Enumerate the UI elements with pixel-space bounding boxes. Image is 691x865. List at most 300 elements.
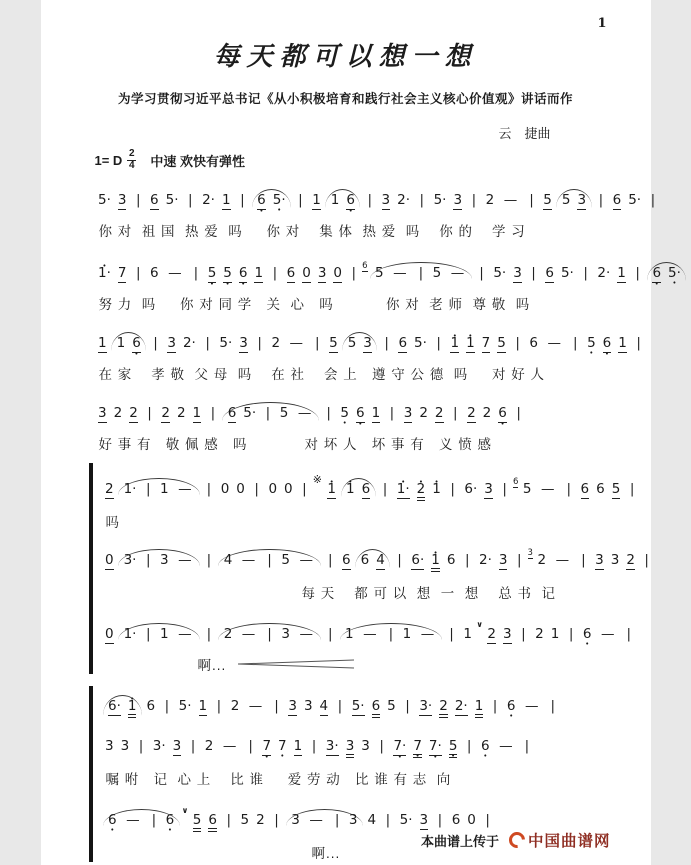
barline: | xyxy=(193,265,199,281)
note: 1 xyxy=(293,738,303,754)
note: 3 xyxy=(498,552,508,568)
barline: | xyxy=(516,405,521,421)
note: 2 xyxy=(419,405,428,421)
voice-row xyxy=(95,323,641,383)
note: 6 • xyxy=(108,813,117,828)
notation-line xyxy=(102,537,649,582)
barline: | xyxy=(568,626,574,642)
note: 4 xyxy=(367,812,377,828)
note: 2 xyxy=(256,812,265,828)
note: 3 xyxy=(403,405,413,421)
note: 3· xyxy=(419,698,433,714)
voice-row-soprano xyxy=(102,686,613,728)
barline: | xyxy=(257,335,262,351)
note: 5 • xyxy=(223,266,232,283)
note: 6 xyxy=(360,552,370,568)
barline: | xyxy=(135,192,141,208)
voice-row xyxy=(95,180,656,240)
note: 0 xyxy=(105,626,114,642)
note: 1 xyxy=(617,265,626,281)
barline: | xyxy=(334,812,340,828)
barline: | xyxy=(254,481,259,497)
slur-arc xyxy=(103,695,142,718)
note: • 1· xyxy=(397,482,410,499)
note: 5 xyxy=(329,335,338,351)
note: 5· xyxy=(560,265,574,281)
note: 1 xyxy=(371,405,381,421)
note: 3 xyxy=(117,192,127,208)
duration-dash: — xyxy=(450,265,465,281)
note: 2 xyxy=(467,405,476,421)
note: 6 xyxy=(398,335,408,351)
barline: | xyxy=(327,552,333,568)
slur-arc xyxy=(222,402,319,423)
grace-note: 3 xyxy=(527,548,533,558)
note: 6 xyxy=(227,405,237,421)
note: 5 xyxy=(375,265,384,281)
note: 5 • xyxy=(449,739,458,758)
barline: | xyxy=(529,192,534,208)
note: • 1 xyxy=(466,336,475,353)
note: 6 • xyxy=(239,266,248,283)
lyrics-line: 嘱 咐 记 心 上 比 谁 爱 劳 动 比 谁 有 志 向 xyxy=(105,772,452,787)
note: 2 xyxy=(161,405,170,421)
note: 6 • xyxy=(498,406,507,423)
note: 0 xyxy=(105,552,114,568)
duration-dash: — xyxy=(555,552,570,568)
score-page xyxy=(41,0,681,865)
barline: | xyxy=(450,481,455,497)
qupu-site-logo-icon xyxy=(506,829,529,852)
lyrics-line: 努 力 吗 你 对 同 学 关 心 吗 你 对 老 师 尊 敬 吗 xyxy=(98,297,531,312)
note: 6 xyxy=(612,192,622,208)
note: 3 xyxy=(419,812,429,828)
barline: | xyxy=(385,812,391,828)
barline: | xyxy=(145,626,151,642)
note: 1 xyxy=(98,335,107,351)
note: 5 xyxy=(543,192,552,208)
barline: | xyxy=(515,335,520,351)
lyrics-line: 好 事 有 敬 佩 感 吗 对 坏 人 坏 事 有 义 愤 感 xyxy=(98,437,493,452)
breath-mark-icon: ∨ xyxy=(476,620,483,629)
barline: | xyxy=(302,481,307,497)
barline: | xyxy=(138,738,144,754)
score-title: 每天都可以想一想 xyxy=(213,42,478,72)
duration-dash: — xyxy=(297,405,312,421)
slur-arc xyxy=(111,332,146,353)
note: 7 • xyxy=(262,739,271,756)
barline: | xyxy=(267,552,272,568)
note: 6· xyxy=(464,481,478,497)
note: 0 xyxy=(302,265,311,281)
note: 3 xyxy=(503,626,512,642)
barline: | xyxy=(598,192,604,208)
barline: | xyxy=(479,265,484,281)
lyrics-line-with-hairpin xyxy=(106,654,613,674)
system-4 xyxy=(95,393,613,453)
barline: | xyxy=(419,192,425,208)
note: 2· xyxy=(202,192,215,208)
notation-line xyxy=(95,250,681,293)
notation-line xyxy=(95,393,613,433)
note: 2 xyxy=(626,552,635,568)
barline: | xyxy=(248,738,253,754)
note: 6 • xyxy=(583,627,592,642)
note: 6 xyxy=(150,265,159,281)
note: 1 xyxy=(402,626,412,642)
note: 3 xyxy=(317,265,327,281)
barline: | xyxy=(147,405,152,421)
note: • 1 xyxy=(346,482,355,497)
note: 1 xyxy=(312,192,321,208)
duration-dash: — xyxy=(168,265,182,281)
notation-line xyxy=(95,323,641,363)
barline: | xyxy=(573,335,578,351)
note: 6 xyxy=(372,699,381,718)
note: 3 xyxy=(610,552,620,568)
note: 1 xyxy=(160,481,169,497)
note: 3 xyxy=(484,481,493,497)
note: 2 xyxy=(129,405,138,421)
note: 6 xyxy=(286,265,296,281)
note: 2· xyxy=(479,552,492,568)
barline: | xyxy=(436,335,441,351)
barline: | xyxy=(274,698,279,714)
time-signature xyxy=(127,150,136,170)
segno-icon: ※ xyxy=(312,473,322,486)
note: 3 xyxy=(160,552,169,568)
note: 3 xyxy=(288,698,297,714)
barline: | xyxy=(418,265,424,281)
note: 5 xyxy=(522,481,532,497)
barline: | xyxy=(265,405,271,421)
barline: | xyxy=(145,481,151,497)
note: 2 xyxy=(176,405,186,421)
lyrics-line: 啊... xyxy=(311,846,341,861)
note: 2· xyxy=(597,265,611,281)
note: 4 xyxy=(223,552,233,568)
note: 6 • xyxy=(603,336,612,353)
barline: | xyxy=(449,626,454,642)
note: 3 xyxy=(381,192,391,208)
note: 6· xyxy=(411,552,425,568)
note: 2· xyxy=(454,698,468,714)
barline: | xyxy=(379,738,384,754)
voice-row xyxy=(95,250,681,313)
note: 3 xyxy=(281,626,290,642)
note: 6 xyxy=(545,265,554,281)
barline: | xyxy=(636,335,641,351)
note: 1 xyxy=(116,335,126,351)
note: 7· • xyxy=(393,739,406,756)
note: 1· xyxy=(123,481,137,497)
lyrics-line: 每 天 都 可 以 想 一 想 总 书 记 xyxy=(301,586,557,601)
note: 1 xyxy=(192,405,202,421)
note: 6 xyxy=(529,335,539,351)
note: 7 • xyxy=(413,739,422,758)
barline: | xyxy=(581,552,586,568)
note: 5· xyxy=(178,698,192,714)
system-2 xyxy=(95,250,681,313)
barline: | xyxy=(382,481,388,497)
notation-line xyxy=(102,686,613,728)
note: 6 xyxy=(596,481,605,497)
note: 5 xyxy=(497,335,506,351)
note: 0 xyxy=(333,265,343,281)
note: 5· xyxy=(493,265,507,281)
note: 3 xyxy=(595,552,604,568)
barline: | xyxy=(466,738,472,754)
note: 0 xyxy=(220,481,230,497)
note: 6 • xyxy=(166,813,175,828)
note: 2 xyxy=(223,626,233,642)
barline: | xyxy=(267,626,272,642)
note: 6 xyxy=(446,552,456,568)
barline: | xyxy=(502,481,507,497)
note: 1· xyxy=(123,626,137,642)
crescendo-hairpin-icon xyxy=(236,659,356,669)
note: 7· • xyxy=(429,739,442,756)
note: 5 xyxy=(432,265,442,281)
duration-dash: — xyxy=(178,552,192,568)
note: 5· xyxy=(628,192,642,208)
note: • 1 xyxy=(432,482,441,497)
note: • 1 xyxy=(327,482,336,499)
key-tempo-row xyxy=(95,150,613,170)
barline: | xyxy=(206,481,212,497)
note: 1 xyxy=(198,698,208,714)
slur-arc xyxy=(218,623,321,642)
barline: | xyxy=(226,812,231,828)
grace-note: 6 xyxy=(512,477,519,487)
note: • 1· xyxy=(98,266,111,281)
note: 2 xyxy=(487,626,497,642)
note: 1 xyxy=(618,335,627,351)
lyrics-ah: 啊... xyxy=(197,658,227,673)
note: 6 • xyxy=(346,193,355,210)
barline: | xyxy=(298,192,303,208)
note: 5· xyxy=(414,335,427,351)
note: 7 xyxy=(481,335,491,351)
barline: | xyxy=(650,192,656,208)
duration-dash: — xyxy=(178,481,192,497)
note: 3 xyxy=(98,405,107,421)
barline: | xyxy=(206,626,212,642)
note: 4 xyxy=(319,698,329,714)
note: 6· xyxy=(108,698,121,714)
note: 2· xyxy=(182,335,196,351)
barline: | xyxy=(326,405,331,421)
slur-arc xyxy=(286,809,363,828)
barline: | xyxy=(327,626,333,642)
duration-dash: — xyxy=(503,192,518,208)
note: 5· • xyxy=(273,193,286,208)
duration-dash: — xyxy=(299,552,313,568)
barline: | xyxy=(521,626,526,642)
upload-credit-text: 本曲谱上传于 xyxy=(420,833,499,849)
note: 5 • xyxy=(587,336,596,351)
note: 0 xyxy=(268,481,278,497)
key-signature: 1= D xyxy=(94,152,123,168)
page-number: 1 xyxy=(597,16,607,31)
note: 5 xyxy=(240,812,250,828)
note: 7 • xyxy=(278,739,287,754)
note: 5 xyxy=(279,405,289,421)
note: 5· xyxy=(351,698,365,714)
note: 3 xyxy=(120,738,130,754)
note: 2 xyxy=(105,481,114,497)
note: 3· xyxy=(123,552,137,568)
barline: | xyxy=(531,265,536,281)
slur-arc xyxy=(647,262,686,283)
duration-dash: — xyxy=(393,265,407,281)
note: 5· xyxy=(243,405,257,421)
note: 6 xyxy=(580,481,590,497)
grace-note: 6 xyxy=(362,261,368,271)
system-3 xyxy=(95,323,641,383)
barline: | xyxy=(145,552,151,568)
note: 2 xyxy=(230,698,240,714)
note: 5 xyxy=(387,698,396,714)
barline: | xyxy=(583,265,588,281)
barline: | xyxy=(337,698,343,714)
note: 6 • xyxy=(356,406,365,423)
barline: | xyxy=(205,335,210,351)
note: 1 xyxy=(330,192,340,208)
note: 2 xyxy=(271,335,281,351)
barline: | xyxy=(315,335,320,351)
barline: | xyxy=(351,265,357,281)
note: 5 xyxy=(193,813,202,832)
barline: | xyxy=(367,192,373,208)
note: 2 xyxy=(537,552,547,568)
barline: | xyxy=(397,552,402,568)
note: 5 • xyxy=(208,266,217,283)
note: 6 xyxy=(451,812,461,828)
note: 3 xyxy=(348,812,358,828)
barline: | xyxy=(550,698,556,714)
meter-denominator: 4 xyxy=(129,160,135,171)
barline: | xyxy=(629,481,635,497)
score-subtitle: 为学习贯彻习近平总书记《从小积极培育和践行社会主义核心价值观》讲话而作 xyxy=(117,92,573,106)
note: 3· xyxy=(152,738,166,754)
slur-arc xyxy=(218,549,321,568)
barline: | xyxy=(437,812,443,828)
note: 2 xyxy=(204,738,214,754)
note: 5 xyxy=(561,192,571,208)
barline: | xyxy=(153,335,158,351)
note: 2· xyxy=(397,192,411,208)
duration-dash: — xyxy=(289,335,304,351)
voice-row-alto xyxy=(102,537,649,602)
note: 6 xyxy=(150,192,159,208)
composer-credit: 云 捷曲 xyxy=(498,126,551,141)
duration-dash: — xyxy=(309,812,323,828)
footer xyxy=(421,829,611,851)
note: 6 • xyxy=(257,193,266,210)
barline: | xyxy=(164,698,170,714)
note: 3 xyxy=(303,698,313,714)
voice-row-bass xyxy=(102,794,613,862)
note: 1 xyxy=(221,192,231,208)
barline: | xyxy=(206,552,212,568)
lyrics-line: 你 对 祖 国 热 爱 吗 你 对 集 体 热 爱 吗 你 的 学 习 xyxy=(98,224,526,239)
barline: | xyxy=(626,626,632,642)
note: 6 • xyxy=(652,266,661,283)
site-name[interactable]: 中国曲谱网 xyxy=(527,831,611,850)
note: 7 xyxy=(117,265,127,281)
meter-numerator: 2 xyxy=(129,148,135,159)
note: 5· xyxy=(433,192,447,208)
barline: | xyxy=(311,738,317,754)
note: 2 xyxy=(535,626,544,642)
duration-dash: — xyxy=(547,335,562,351)
note: 6 xyxy=(208,813,217,832)
notation-line xyxy=(102,463,635,511)
note: 5· xyxy=(219,335,233,351)
barline: | xyxy=(405,698,410,714)
note: 3· xyxy=(325,738,339,754)
system-1 xyxy=(95,180,656,240)
barline: | xyxy=(210,405,216,421)
note: 0 xyxy=(467,812,476,828)
note: 1 xyxy=(254,265,264,281)
duration-dash: — xyxy=(420,626,435,642)
breath-mark-icon: ∨ xyxy=(181,806,189,815)
barline: | xyxy=(485,812,490,828)
barline: | xyxy=(516,552,522,568)
duration-dash: — xyxy=(299,626,313,642)
note: 3 xyxy=(239,335,248,351)
note: 0 xyxy=(284,481,293,497)
note: 3 xyxy=(105,738,114,754)
slur-arc xyxy=(252,189,291,210)
note: • 2 xyxy=(417,482,426,501)
note: 3 xyxy=(172,738,182,754)
note: 6 xyxy=(361,481,371,497)
note: 5· • xyxy=(668,266,681,281)
barline: | xyxy=(566,481,572,497)
barline: | xyxy=(644,552,649,568)
barline: | xyxy=(492,698,498,714)
note: 3 xyxy=(361,738,370,754)
note: 2 xyxy=(113,405,123,421)
note: 3 xyxy=(167,335,176,351)
barline: | xyxy=(151,812,157,828)
duration-dash: — xyxy=(241,552,256,568)
slur-arc xyxy=(556,189,591,210)
barline: | xyxy=(635,265,640,281)
barline: | xyxy=(190,738,196,754)
duration-dash: — xyxy=(601,626,615,642)
note: 5· xyxy=(98,192,111,208)
tempo-marking: 中速 欢快有弹性 xyxy=(150,153,245,169)
note: 1 xyxy=(160,626,169,642)
note: 2 xyxy=(439,699,448,718)
slur-arc xyxy=(341,478,376,499)
note: 2 xyxy=(485,192,495,208)
note: 6 xyxy=(342,552,351,568)
duration-dash: — xyxy=(524,698,539,714)
note: 3 xyxy=(513,265,522,281)
note: 3 xyxy=(291,812,300,828)
note: 1 xyxy=(463,626,472,642)
barline: | xyxy=(188,192,193,208)
duration-dash: — xyxy=(248,698,263,714)
note: 3 xyxy=(346,739,355,758)
duration-dash: — xyxy=(126,812,140,828)
duration-dash: — xyxy=(178,626,192,642)
